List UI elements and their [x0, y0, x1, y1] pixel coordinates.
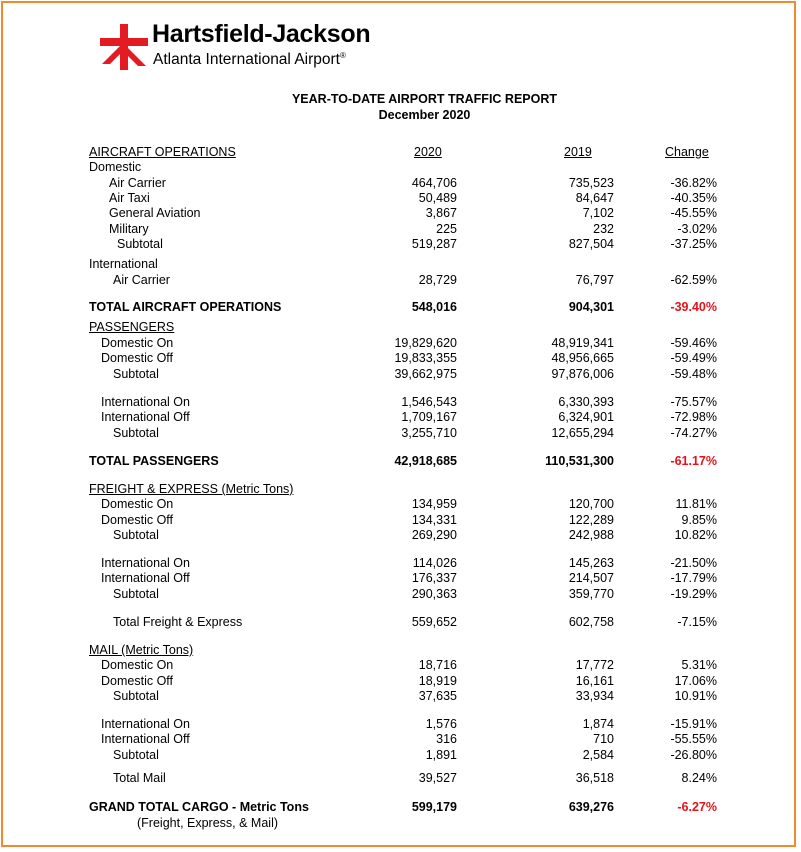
- value-2020: 3,867: [425, 206, 457, 220]
- table-row: [0, 643, 801, 658]
- change-percent: -75.57%: [670, 395, 717, 409]
- value-2020: 50,489: [418, 191, 457, 205]
- change-percent: -26.80%: [670, 748, 717, 762]
- row-label: International On: [101, 395, 190, 409]
- report-title: YEAR-TO-DATE AIRPORT TRAFFIC REPORT: [291, 92, 558, 106]
- table-row: [0, 571, 801, 586]
- table-row: [0, 587, 801, 602]
- table-row: [0, 658, 801, 673]
- change-percent: 8.24%: [681, 771, 717, 785]
- table-row: [0, 748, 801, 763]
- change-percent: -37.25%: [670, 237, 717, 251]
- row-label: PASSENGERS: [89, 320, 175, 334]
- value-2019: 602,758: [568, 615, 614, 629]
- value-2020: 599,179: [411, 800, 457, 814]
- change-percent: 17.06%: [674, 674, 717, 688]
- row-label: (Freight, Express, & Mail): [137, 816, 279, 830]
- table-row: [0, 556, 801, 571]
- row-label: Subtotal: [117, 237, 163, 251]
- value-2020: 39,662,975: [394, 367, 457, 381]
- logo-plane-icon: [100, 24, 148, 70]
- row-label: General Aviation: [109, 206, 201, 220]
- value-2019: 76,797: [575, 273, 614, 287]
- column-header-row: [0, 145, 801, 160]
- value-2019: 232: [593, 222, 614, 236]
- value-2019: 17,772: [575, 658, 614, 672]
- table-row: [0, 482, 801, 497]
- value-2020: 134,331: [411, 513, 457, 527]
- value-2019: 214,507: [568, 571, 614, 585]
- table-row: [0, 160, 801, 175]
- table-row: [0, 689, 801, 704]
- row-label: FREIGHT & EXPRESS (Metric Tons): [89, 482, 294, 496]
- change-percent: 11.81%: [675, 497, 717, 511]
- change-percent: -59.49%: [670, 351, 717, 365]
- change-percent: -45.55%: [670, 206, 717, 220]
- row-label: Domestic Off: [101, 674, 174, 688]
- report-period: December 2020: [378, 108, 471, 122]
- value-2019: 84,647: [575, 191, 614, 205]
- value-2019: 735,523: [568, 176, 614, 190]
- row-label: Total Freight & Express: [113, 615, 243, 629]
- value-2019: 33,934: [575, 689, 614, 703]
- table-row: [0, 176, 801, 191]
- value-2020: 28,729: [418, 273, 457, 287]
- value-2019: 7,102: [582, 206, 614, 220]
- value-2019: 359,770: [568, 587, 614, 601]
- row-label: Domestic On: [101, 497, 174, 511]
- table-row: [0, 513, 801, 528]
- table-row: [0, 320, 801, 335]
- row-label: TOTAL AIRCRAFT OPERATIONS: [89, 300, 282, 314]
- table-row: [0, 300, 801, 315]
- row-label: Total Mail: [113, 771, 166, 785]
- table-row: [0, 410, 801, 425]
- table-row: [0, 191, 801, 206]
- table-row: [0, 717, 801, 732]
- column-header-2020: 2020: [414, 145, 442, 159]
- value-2019: 97,876,006: [551, 367, 614, 381]
- row-label: Subtotal: [113, 528, 159, 542]
- change-percent: -15.91%: [670, 717, 717, 731]
- row-label: International On: [101, 717, 190, 731]
- value-2020: 464,706: [411, 176, 457, 190]
- value-2019: 827,504: [568, 237, 614, 251]
- table-row: [0, 273, 801, 288]
- table-row: [0, 336, 801, 351]
- value-2019: 48,956,665: [551, 351, 614, 365]
- value-2019: 904,301: [568, 300, 614, 314]
- value-2020: 176,337: [411, 571, 457, 585]
- row-label: Domestic On: [101, 336, 174, 350]
- column-header-2019: 2019: [564, 145, 592, 159]
- table-row: [0, 800, 801, 815]
- value-2020: 18,716: [418, 658, 457, 672]
- change-percent: -59.48%: [670, 367, 717, 381]
- change-percent: -62.59%: [670, 273, 717, 287]
- change-percent: -59.46%: [670, 336, 717, 350]
- value-2020: 134,959: [411, 497, 457, 511]
- table-row: [0, 367, 801, 382]
- row-label: International Off: [101, 571, 190, 585]
- value-2020: 1,709,167: [401, 410, 457, 424]
- value-2020: 1,576: [425, 717, 457, 731]
- value-2019: 12,655,294: [551, 426, 614, 440]
- value-2019: 2,584: [582, 748, 614, 762]
- change-percent: -19.29%: [670, 587, 717, 601]
- change-percent: -17.79%: [670, 571, 717, 585]
- value-2020: 519,287: [411, 237, 457, 251]
- value-2019: 6,324,901: [558, 410, 614, 424]
- logo-subtitle: Atlanta International Airport®: [153, 51, 346, 69]
- value-2019: 6,330,393: [558, 395, 614, 409]
- value-2020: 548,016: [411, 300, 457, 314]
- row-label: MAIL (Metric Tons): [89, 643, 194, 657]
- row-label: Subtotal: [113, 367, 159, 381]
- value-2020: 19,829,620: [394, 336, 457, 350]
- value-2020: 114,026: [412, 556, 457, 570]
- change-percent: -36.82%: [670, 176, 717, 190]
- row-label: International On: [101, 556, 190, 570]
- table-row: [0, 257, 801, 272]
- row-label: Domestic On: [101, 658, 174, 672]
- value-2019: 242,988: [568, 528, 614, 542]
- table-row: [0, 497, 801, 512]
- row-label: Domestic Off: [101, 513, 174, 527]
- section-aircraft-operations: AIRCRAFT OPERATIONS: [89, 145, 236, 159]
- row-label: Domestic: [89, 160, 142, 174]
- change-percent: -74.27%: [670, 426, 717, 440]
- value-2020: 269,290: [411, 528, 457, 542]
- change-percent: -40.35%: [670, 191, 717, 205]
- value-2020: 290,363: [411, 587, 457, 601]
- change-percent: 9.85%: [681, 513, 717, 527]
- value-2020: 1,546,543: [401, 395, 457, 409]
- row-label: TOTAL PASSENGERS: [89, 454, 219, 468]
- change-percent: -7.15%: [677, 615, 717, 629]
- value-2020: 37,635: [418, 689, 457, 703]
- row-label: Subtotal: [113, 587, 159, 601]
- change-percent: -39.40%: [670, 300, 717, 314]
- table-row: [0, 816, 801, 831]
- value-2019: 639,276: [568, 800, 614, 814]
- row-label: GRAND TOTAL CARGO - Metric Tons: [89, 800, 309, 814]
- table-row: [0, 351, 801, 366]
- row-label: International Off: [101, 410, 190, 424]
- change-percent: 10.91%: [674, 689, 717, 703]
- change-percent: -72.98%: [670, 410, 717, 424]
- table-row: [0, 674, 801, 689]
- logo-name: Hartsfield-Jackson: [152, 20, 371, 48]
- row-label: Air Carrier: [113, 273, 170, 287]
- value-2020: 18,919: [418, 674, 457, 688]
- value-2020: 559,652: [411, 615, 457, 629]
- value-2020: 3,255,710: [401, 426, 457, 440]
- table-row: [0, 206, 801, 221]
- table-row: [0, 732, 801, 747]
- change-percent: -21.50%: [670, 556, 717, 570]
- airport-logo: [100, 22, 400, 72]
- row-label: International Off: [101, 732, 190, 746]
- value-2019: 122,289: [568, 513, 614, 527]
- table-row: [0, 395, 801, 410]
- value-2020: 316: [436, 732, 457, 746]
- value-2020: 1,891: [425, 748, 457, 762]
- row-label: Subtotal: [113, 748, 159, 762]
- row-label: Air Taxi: [109, 191, 150, 205]
- value-2020: 225: [436, 222, 457, 236]
- value-2019: 16,161: [575, 674, 614, 688]
- value-2019: 120,700: [568, 497, 614, 511]
- change-percent: -6.27%: [677, 800, 717, 814]
- table-row: [0, 237, 801, 252]
- table-row: [0, 528, 801, 543]
- column-header-change: Change: [665, 145, 709, 159]
- table-row: [0, 615, 801, 630]
- change-percent: -61.17%: [670, 454, 717, 468]
- table-row: [0, 454, 801, 469]
- value-2019: 48,919,341: [551, 336, 614, 350]
- value-2020: 42,918,685: [394, 454, 457, 468]
- row-label: International: [89, 257, 158, 271]
- row-label: Military: [109, 222, 149, 236]
- row-label: Domestic Off: [101, 351, 174, 365]
- table-row: [0, 426, 801, 441]
- value-2019: 145,263: [568, 556, 614, 570]
- value-2020: 19,833,355: [394, 351, 457, 365]
- row-label: Air Carrier: [109, 176, 166, 190]
- change-percent: -3.02%: [677, 222, 717, 236]
- change-percent: 10.82%: [674, 528, 717, 542]
- value-2019: 710: [593, 732, 614, 746]
- table-row: [0, 222, 801, 237]
- table-row: [0, 771, 801, 786]
- value-2019: 110,531,300: [545, 454, 614, 468]
- change-percent: -55.55%: [670, 732, 717, 746]
- value-2019: 36,518: [575, 771, 614, 785]
- change-percent: 5.31%: [681, 658, 717, 672]
- row-label: Subtotal: [113, 426, 159, 440]
- value-2019: 1,874: [582, 717, 614, 731]
- row-label: Subtotal: [113, 689, 159, 703]
- value-2020: 39,527: [418, 771, 457, 785]
